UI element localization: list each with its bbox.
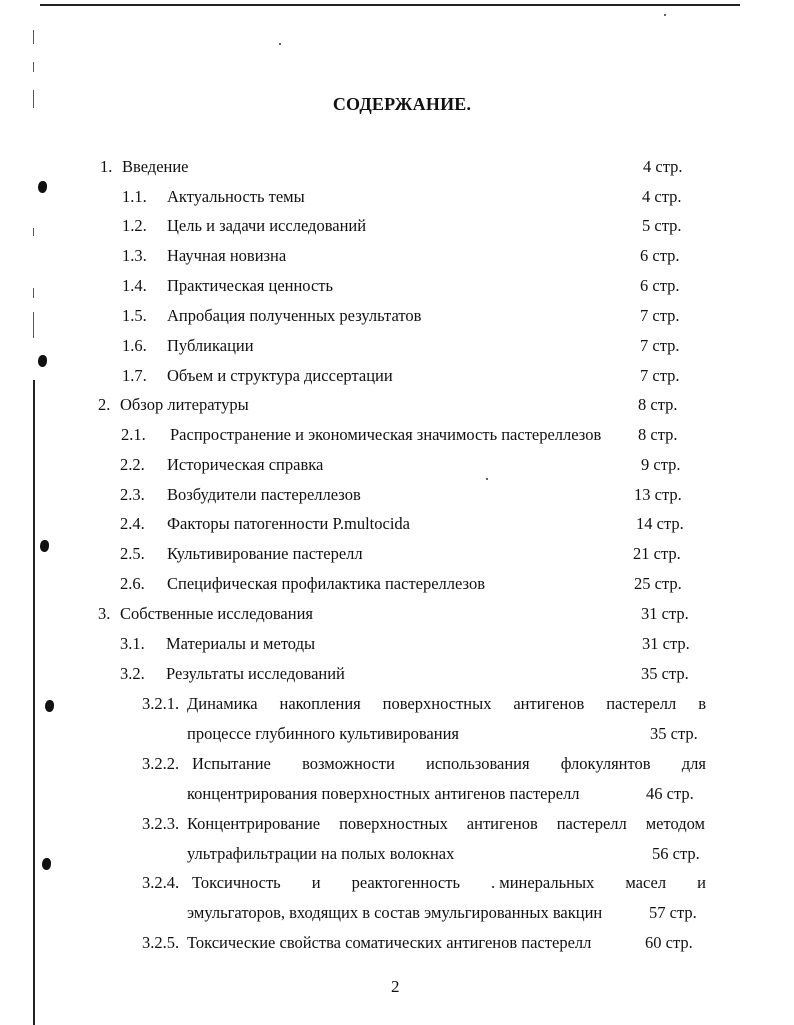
punch-hole-mark [38,181,47,193]
toc-word: антигенов [513,694,585,713]
scan-mark [33,62,34,72]
toc-page: 7 стр. [640,336,680,355]
toc-number: 2.5. [120,544,145,563]
toc-number: 2.1. [121,425,146,444]
toc-number: 2.3. [120,485,145,504]
toc-label-line: процессе глубинного культивирования [187,724,460,743]
toc-page: 14 стр. [636,514,684,533]
toc-label: Возбудители пастереллезов [167,485,361,504]
toc-label-line: ультрафильтрации на полых волокнах [187,844,455,863]
toc-number: 1.5. [122,306,147,325]
toc-label: Публикации [167,336,254,355]
toc-number: 3.2. [120,664,145,683]
toc-word: Динамика [187,694,258,713]
toc-word: в [698,694,706,713]
toc-label: Обзор литературы [120,395,249,414]
toc-number: 3.1. [120,634,145,653]
page-number: 2 [391,977,400,996]
toc-number: 1.6. [122,336,147,355]
toc-label-line [192,873,706,893]
toc-label: Цель и задачи исследований [167,216,367,235]
toc-label: Введение [122,157,189,176]
toc-number: 3.2.3. [142,814,180,833]
page-title: СОДЕРЖАНИЕ. [332,94,472,114]
scan-mark [33,30,34,44]
toc-word: антигенов [466,814,538,833]
toc-label-line [187,694,706,714]
scan-mark [33,312,34,338]
toc-label: Факторы патогенности P.multocida [167,514,410,533]
toc-label: Токсические свойства соматических антигенов пастерелл [187,933,592,952]
toc-page: 9 стр. [641,455,681,474]
toc-page: 21 стр. [633,544,681,563]
toc-page: 7 стр. [640,366,680,385]
toc-label: Материалы и методы [166,634,316,653]
toc-label-line [192,754,706,774]
toc-page: 60 стр. [645,933,693,952]
toc-number: 2.6. [120,574,145,593]
punch-hole-mark [45,700,54,712]
toc-word: масел [625,873,667,892]
toc-label: Специфическая профилактика пастереллезов [167,574,486,593]
scan-speck [279,43,281,45]
toc-page: 8 стр. [638,395,678,414]
toc-label: Практическая ценность [167,276,334,295]
toc-page: 6 стр. [640,276,680,295]
scan-left-edge [33,380,35,1025]
toc-number: 3. [98,604,111,623]
toc-number: 1. [100,157,113,176]
scan-top-edge [40,4,740,6]
toc-page: 6 стр. [640,246,680,265]
toc-page: 46 стр. [646,784,694,803]
toc-page: 35 стр. [650,724,698,743]
toc-word: пастерелл [556,814,627,833]
toc-label: Объем и структура диссертации [167,366,393,385]
toc-number: 3.2.1. [142,694,180,713]
toc-label: Актуальность темы [167,187,305,206]
toc-page: 56 стр. [652,844,700,863]
toc-label: Научная новизна [167,246,287,265]
toc-word: . минеральных [491,873,595,892]
toc-word: поверхностных [339,814,448,833]
toc-number: 3.2.5. [142,933,180,952]
toc-label: Апробация полученных результатов [167,306,422,325]
toc-page: 5 стр. [642,216,682,235]
toc-page: 4 стр. [643,157,683,176]
scan-speck [664,14,666,16]
toc-page: 31 стр. [641,604,689,623]
toc-word: поверхностных [382,694,492,713]
toc-number: 2. [98,395,111,414]
toc-page: 31 стр. [642,634,690,653]
toc-word: возможности [302,754,395,773]
toc-word: реактогенность [351,873,460,892]
toc-label: Собственные исследования [120,604,314,623]
toc-number: 1.3. [122,246,147,265]
toc-label: Историческая справка [167,455,324,474]
toc-number: 1.4. [122,276,147,295]
toc-word: для [681,754,706,773]
toc-word: пастерелл [606,694,677,713]
punch-hole-mark [38,355,47,367]
scan-mark [33,228,34,236]
toc-number: 2.2. [120,455,145,474]
toc-number: 3.2.4. [142,873,180,892]
toc-number: 3.2.2. [142,754,180,773]
toc-page: 35 стр. [641,664,689,683]
toc-word: накопления [279,694,361,713]
toc-word: Концентрирование [187,814,321,833]
toc-page: 25 стр. [634,574,682,593]
toc-number: 1.1. [122,187,147,206]
punch-hole-mark [40,540,49,552]
toc-page: 7 стр. [640,306,680,325]
toc-word: методом [645,814,705,833]
toc-word: Токсичность [192,873,281,892]
toc-label-line: эмульгаторов, входящих в состав эмульгированных вакцин [187,903,603,922]
toc-word: флокулянтов [560,754,651,773]
toc-label: Результаты исследований [166,664,345,683]
scan-speck [486,478,488,480]
toc-page: 13 стр. [634,485,682,504]
toc-label: Распространение и экономическая значимость пастереллезов [170,425,602,444]
toc-word: использования [426,754,530,773]
toc-word: и [311,873,321,892]
toc-number: 2.4. [120,514,145,533]
toc-page: 4 стр. [642,187,682,206]
toc-word: Испытание [192,754,271,773]
toc-number: 1.7. [122,366,147,385]
scan-mark [33,288,34,298]
punch-hole-mark [42,858,51,870]
toc-page: 8 стр. [638,425,678,444]
toc-label-line [187,814,705,834]
toc-page: 57 стр. [649,903,697,922]
toc-label-line: концентрирования поверхностных антигенов пастерелл [187,784,580,803]
toc-number: 1.2. [122,216,147,235]
toc-word: и [697,873,706,892]
toc-label: Культивирование пастерелл [167,544,363,563]
